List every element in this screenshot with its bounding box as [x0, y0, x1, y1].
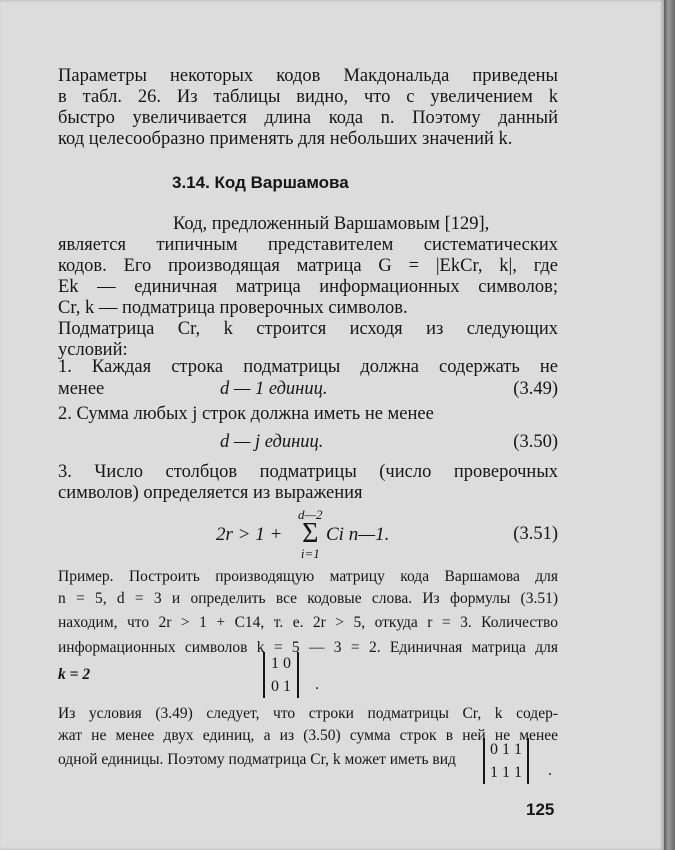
- sum-upper-limit: d—2: [298, 507, 323, 522]
- condition-3-line-1: 3. Число столбцов подматрицы (число проверочных: [58, 462, 558, 482]
- page-edge: [664, 0, 675, 850]
- formula-3-51: [58, 507, 558, 561]
- body-line-5: Cr, k — подматрица проверочных символов.: [58, 298, 408, 318]
- tail-line-2: жат не менее двух единиц, а из (3.50) сумма строк в ней не менее: [58, 727, 558, 744]
- intro-line-3: быстро увеличивается длина кода n. Поэтому данный: [58, 108, 558, 128]
- identity-matrix: [263, 652, 299, 698]
- example-line-4: информационных символов k = 5 — 3 = 2. Единичная матрица для: [58, 639, 558, 656]
- intro-line-2: в табл. 26. Из таблицы видно, что с увеличением k: [58, 87, 558, 107]
- example-line-3: находим, что 2r > 1 + C14, т. е. 2r > 5, откуда r = 3. Количество: [58, 614, 558, 631]
- example-line-1: Пример. Построить производящую матрицу кода Варшамова для: [58, 568, 558, 585]
- equation-number-3-49: (3.49): [513, 379, 558, 399]
- page-number: 125: [526, 800, 555, 819]
- body-line-2: является типичным представителем систематических: [58, 235, 558, 255]
- condition-2-line-2: [58, 431, 558, 455]
- intro-paragraph: [58, 66, 558, 150]
- intro-line-1: Параметры некоторых кодов Макдональда приведены: [58, 66, 558, 86]
- condition-2: [58, 404, 558, 455]
- condition-2-line-1: 2. Сумма любых j строк должна иметь не менее: [58, 404, 434, 424]
- condition-1-prefix: менее: [58, 379, 105, 399]
- condition-3-line-2: символов) определяется из выражения: [58, 483, 363, 503]
- formula-lhs: 2r > 1 +: [216, 524, 283, 545]
- sum-sign: Σ: [302, 518, 319, 549]
- identity-row-2: 0 1: [271, 678, 291, 695]
- condition-1-expression: d — 1 единиц.: [220, 379, 328, 399]
- example-line-2: n = 5, d = 3 и определить все кодовые слова. Из формулы (3.51): [58, 590, 558, 607]
- formula-term: Ci n—1.: [326, 524, 390, 545]
- tail-line-3: одной единицы. Поэтому подматрица Cr, k может иметь вид: [58, 751, 456, 768]
- identity-matrix-block: [58, 652, 558, 702]
- body-line-7: условий:: [58, 340, 128, 360]
- body-paragraph: [58, 214, 558, 361]
- sum-operator: [298, 508, 323, 560]
- equation-number-3-50: (3.50): [513, 432, 558, 452]
- condition-2-expression: d — j единиц.: [220, 432, 324, 452]
- submatrix-period: .: [548, 762, 552, 779]
- body-line-1: Код, предложенный Варшамовым [129],: [173, 214, 490, 234]
- sum-lower-limit: i=1: [300, 546, 320, 561]
- condition-1: [58, 357, 558, 402]
- body-line-4: Ek — единичная матрица информационных символов;: [58, 277, 558, 297]
- example-paragraph: [58, 566, 558, 660]
- submatrix-c: [483, 738, 529, 784]
- submatrix-row-1: 0 1 1: [490, 741, 522, 758]
- identity-period: .: [315, 676, 319, 693]
- k-equals-2: k = 2: [58, 666, 91, 683]
- condition-3: [58, 462, 558, 504]
- tail-line-1: Из условия (3.49) следует, что строки подматрицы Cr, k содер-: [58, 705, 558, 722]
- body-line-3: кодов. Его производящая матрица G = |EkCr, k|, где: [58, 256, 558, 276]
- identity-row-1: 1 0: [271, 655, 291, 672]
- submatrix-row-2: 1 1 1: [490, 764, 522, 781]
- body-line-6: Подматрица Cr, k строится исходя из следующих: [58, 319, 558, 339]
- section-title: 3.14. Код Варшамова: [172, 173, 349, 192]
- equation-number-3-51: (3.51): [513, 524, 558, 544]
- condition-1-line-1: 1. Каждая строка подматрицы должна содержать не: [58, 357, 558, 377]
- condition-1-line-2: [58, 378, 558, 402]
- intro-line-4: код целесообразно применять для небольших значений k.: [58, 129, 513, 149]
